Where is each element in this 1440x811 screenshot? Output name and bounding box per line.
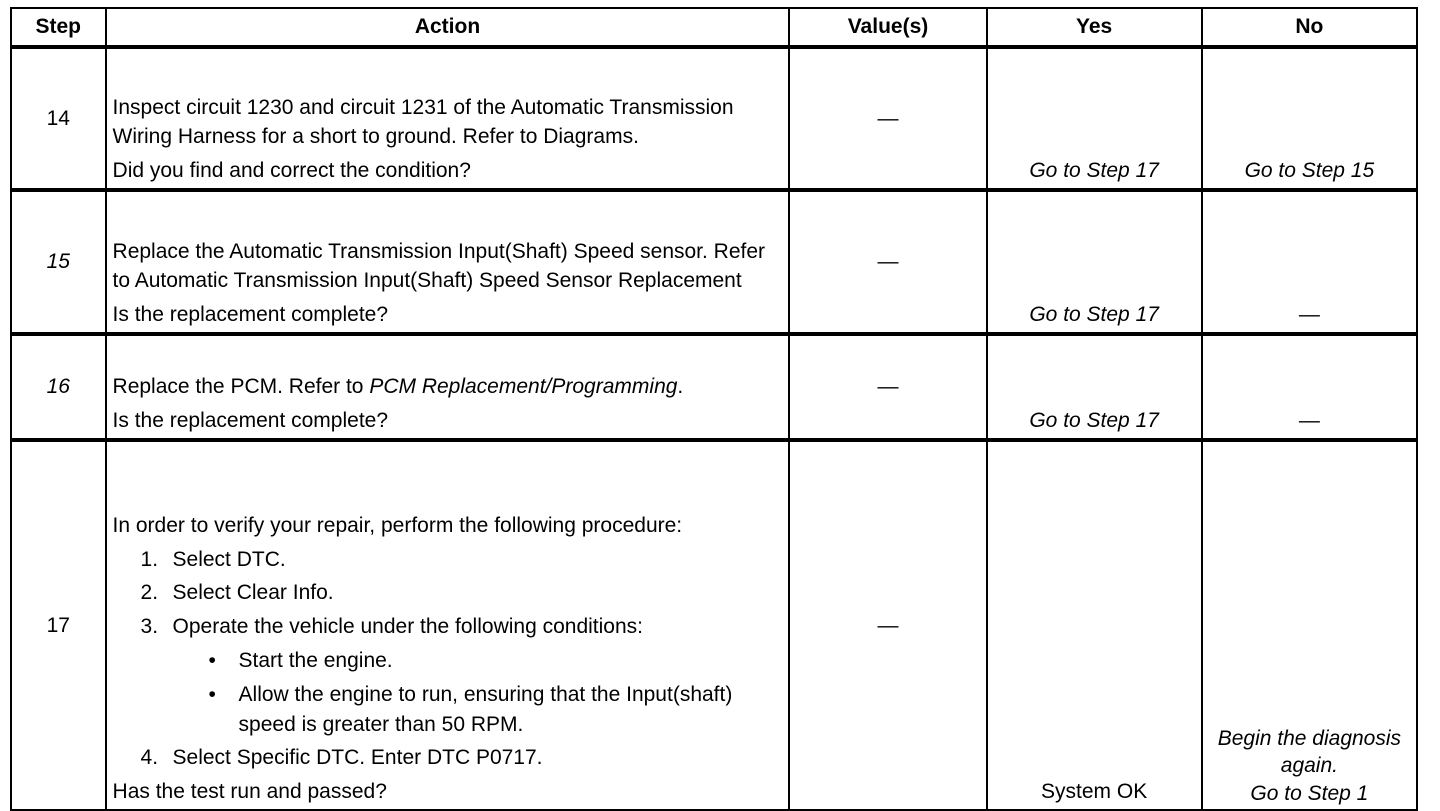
step-number: 14 xyxy=(11,47,106,190)
table-row-step-15 xyxy=(11,190,1417,334)
no-text-line1: Begin the diagnosis again. xyxy=(1217,727,1402,778)
header-step: Step xyxy=(11,8,106,47)
no-cell xyxy=(1202,440,1417,810)
step-number: 16 xyxy=(11,334,106,440)
action-text: Replace the Automatic Transmission Input(Shaft) Speed sensor. Refer to Automatic Transmission Input(Shaft) Speed Sensor Replacement xyxy=(112,239,766,293)
action-text-suffix: . xyxy=(677,375,684,399)
step-text: Select Clear Info. xyxy=(172,581,334,605)
action-text-prefix: Replace the PCM. Refer to xyxy=(112,375,370,399)
step-text: Operate the vehicle under the following conditions: xyxy=(172,615,643,639)
step-text: Select DTC. xyxy=(172,547,286,571)
procedure-step xyxy=(141,612,783,739)
action-question: Is the replacement complete? xyxy=(112,303,389,327)
step-index: 1. xyxy=(140,547,159,571)
procedure-step xyxy=(141,743,783,773)
action-cell xyxy=(106,47,790,190)
procedure-steps xyxy=(113,545,783,774)
procedure-step xyxy=(141,578,783,608)
bullet-icon: • xyxy=(208,648,216,672)
bullet-text: Allow the engine to run, ensuring that the Input(shaft) speed is greater than 50 RPM. xyxy=(238,682,733,736)
no-cell: — xyxy=(1202,190,1417,334)
diagnostic-table-page xyxy=(10,7,1418,805)
bullet-icon: • xyxy=(208,682,216,706)
yes-cell: Go to Step 17 xyxy=(987,334,1202,440)
header-yes: Yes xyxy=(987,8,1202,47)
step-number: 17 xyxy=(11,440,106,810)
step-number: 15 xyxy=(11,190,106,334)
action-question: Did you find and correct the condition? xyxy=(112,159,471,183)
step-index: 2. xyxy=(140,581,159,605)
action-text: Inspect circuit 1230 and circuit 1231 of the Automatic Transmission Wiring Harness for a short to ground. Refer to Diagrams. xyxy=(112,95,734,149)
bullet-item xyxy=(205,646,783,676)
action-cell xyxy=(106,190,790,334)
action-cell xyxy=(106,440,790,810)
yes-cell: Go to Step 17 xyxy=(987,190,1202,334)
bullet-item xyxy=(205,680,783,740)
condition-bullets xyxy=(205,646,783,739)
value-cell: — xyxy=(789,334,986,440)
action-question: Is the replacement complete? xyxy=(112,409,389,433)
header-row xyxy=(11,8,1417,47)
value-cell: — xyxy=(789,47,986,190)
yes-cell: System OK xyxy=(987,440,1202,810)
action-question: Has the test run and passed? xyxy=(112,780,387,804)
step-index: 4. xyxy=(140,746,159,770)
yes-cell: Go to Step 17 xyxy=(987,47,1202,190)
action-text xyxy=(113,372,783,402)
action-cell xyxy=(106,334,790,440)
no-cell: — xyxy=(1202,334,1417,440)
table-row-step-16 xyxy=(11,334,1417,440)
header-values: Value(s) xyxy=(789,8,986,47)
no-cell: Go to Step 15 xyxy=(1202,47,1417,190)
action-intro: In order to verify your repair, perform the following procedure: xyxy=(112,513,683,537)
table-row-step-17 xyxy=(11,440,1417,810)
value-cell: — xyxy=(789,440,986,810)
header-no: No xyxy=(1202,8,1417,47)
step-index: 3. xyxy=(140,615,159,639)
procedure-step xyxy=(141,545,783,575)
diagnostic-steps-table xyxy=(10,7,1418,811)
no-text-line2: Go to Step 1 xyxy=(1250,781,1369,805)
step-text: Select Specific DTC. Enter DTC P0717. xyxy=(172,746,543,770)
bullet-text: Start the engine. xyxy=(238,648,393,672)
table-row-step-14 xyxy=(11,47,1417,190)
header-action: Action xyxy=(106,8,790,47)
action-text-reference: PCM Replacement/Programming xyxy=(369,375,678,399)
value-cell: — xyxy=(789,190,986,334)
